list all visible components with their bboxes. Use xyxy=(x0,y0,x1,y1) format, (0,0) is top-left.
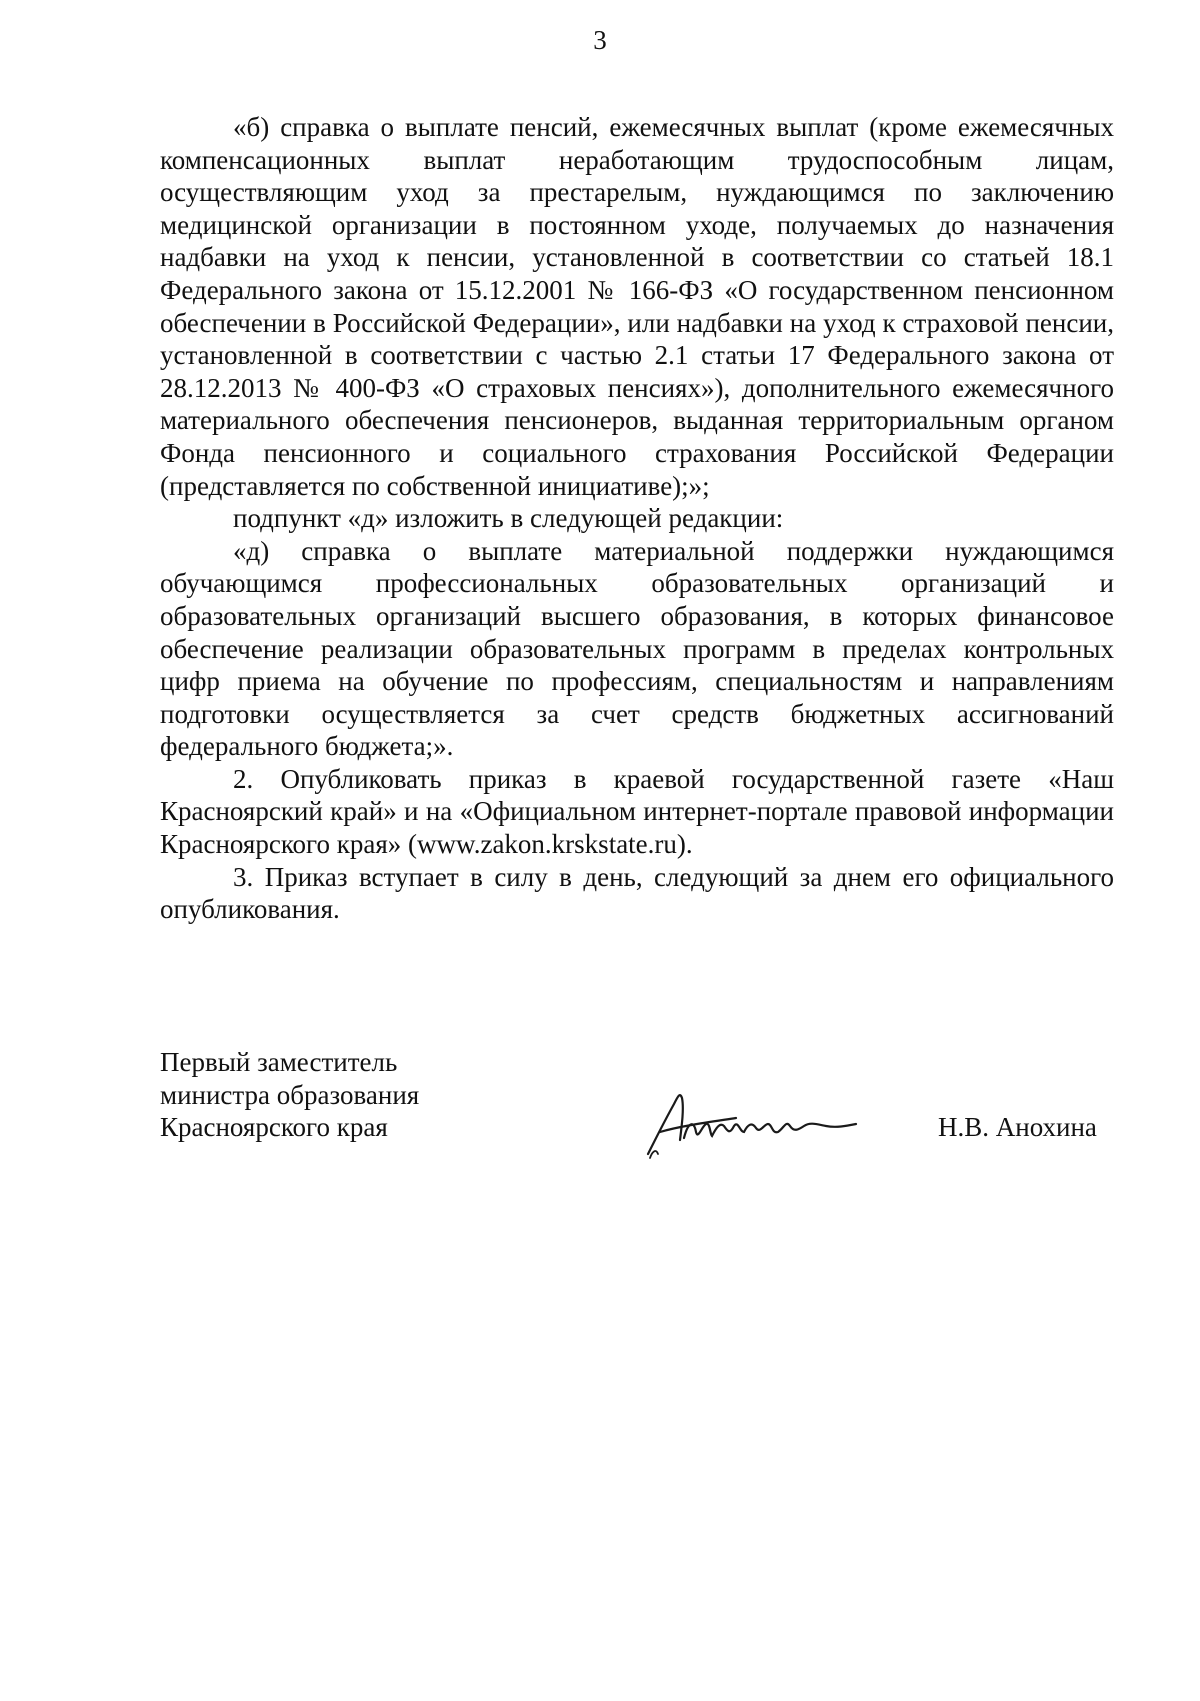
document-body xyxy=(160,111,1114,926)
paragraph-item-3: 3. Приказ вступает в силу в день, следующий за днем его официального опубликования. xyxy=(160,861,1114,925)
paragraph-subitem-d-intro: подпункт «д» изложить в следующей редакции: xyxy=(233,503,784,534)
paragraph-b: «б) справка о выплате пенсий, ежемесячных выплат (кроме ежемесячных компенсационных выплат неработающим трудоспособным лицам, осуществляющим уход за престарелым, нуждающимся по заключению медицинской организации в постоянном уходе, получаемых до назначения надбавки на уход к пенсии, установленной в соответствии со статьей 18.1 Федерального закона от 15.12.2001 № 166-ФЗ «О государственном пенсионном обеспечении в Российской Федерации», или надбавки на уход к страховой пенсии, установленной в соответствии с частью 2.1 статьи 17 Федерального закона от 28.12.2013 № 400-ФЗ «О страховых пенсиях»), дополнительного ежемесячного материального обеспечения пенсионеров, выданная территориальным органом Фонда пенсионного и социального страхования Российской Федерации (представляется по собственной инициативе);»; xyxy=(160,112,1114,501)
signatory-title-line: Красноярского края xyxy=(160,1112,388,1143)
signatory-name: Н.В. Анохина xyxy=(938,1112,1097,1142)
page-number: 3 xyxy=(593,25,607,55)
paragraph-d: «д) справка о выплате материальной поддержки нуждающимся обучающимся профессиональных образовательных организаций и образовательных организаций высшего образования, в которых финансовое обеспечение реализации образовательных программ в пределах контрольных цифр приема на обучение по профессиям, специальностям и направлениям подготовки осуществляется за счет средств бюджетных ассигнований федерального бюджета;». xyxy=(160,535,1114,762)
signatory-title-line: Первый заместитель xyxy=(160,1047,398,1077)
handwritten-signature xyxy=(640,1082,860,1164)
signatory-title-line: министра образования xyxy=(160,1079,420,1110)
signatory-title xyxy=(160,1046,419,1144)
paragraph-item-2: 2. Опубликовать приказ в краевой государственной газете «Наш Красноярский край» и на «Официальном интернет-портале правовой информации Красноярского края» (www.zakon.krskstate.ru). xyxy=(160,763,1114,860)
signature-graphic xyxy=(640,1082,860,1164)
